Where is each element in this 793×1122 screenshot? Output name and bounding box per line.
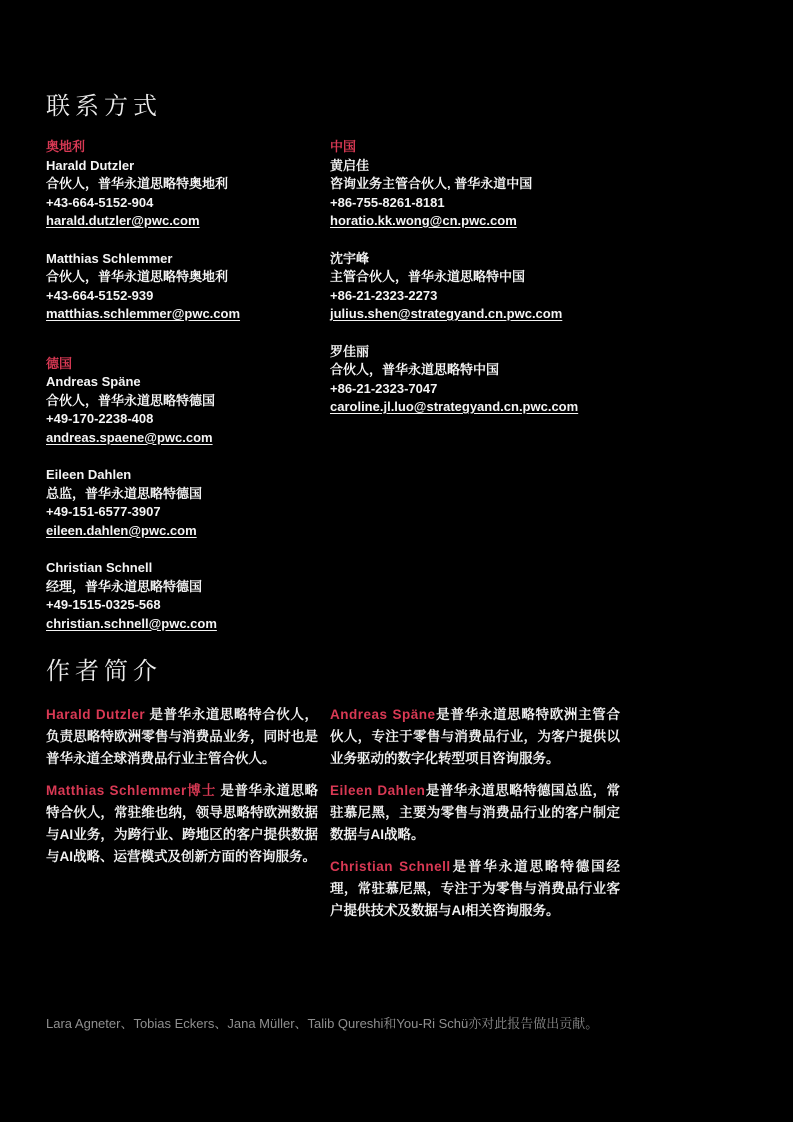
author-bio-christian-schnell [330,856,620,922]
country-header-china: 中国 [330,139,357,154]
contact-phone: +49-170-2238-408 [46,411,154,426]
author-bio-eileen-dahlen [330,780,620,846]
contact-name: Andreas Späne [46,374,141,389]
contact-role: 合伙人，普华永道思略特中国 [330,362,500,377]
author-name: Christian Schnell [330,859,451,874]
contact-phone: +49-1515-0325-568 [46,597,161,612]
contact-role: 咨询业务主管合伙人, 普华永道中国 [330,176,533,191]
contacts-column-right [330,138,790,417]
author-bio-text: 是普华永道思略特合伙人，常驻维也纳，领导思略特欧洲数据与AI业务，为跨行业、跨地区的客户提供数据与AI战略、运营模式及创新方面的咨询服务。 [46,783,318,864]
contact-card-huang-qijia [330,157,790,231]
contact-name: 沈宇峰 [330,250,370,266]
contact-phone: +86-755-8261-8181 [330,194,445,210]
country-group-austria [46,138,330,324]
contact-role: 经理，普华永道思略特德国 [46,578,203,594]
country-group-china [330,138,790,417]
contact-card-andreas-spaene [46,373,330,447]
country-header-germany: 德国 [46,355,73,371]
country-header-austria: 奥地利 [46,139,86,154]
contact-email-link[interactable]: andreas.spaene@pwc.com [46,429,213,445]
author-bio-andreas-spaene [330,704,620,770]
contact-name: Harald Dutzler [46,157,135,173]
contact-card-matthias-schlemmer [46,250,330,324]
contact-email-link[interactable]: caroline.jl.luo@strategyand.cn.pwc.com [330,399,579,414]
contact-card-luo-jiali [330,343,790,417]
author-bio-matthias-schlemmer [46,780,318,868]
contact-phone: +43-664-5152-904 [46,194,154,210]
contact-name: Matthias Schlemmer [46,250,173,266]
author-bio-text: 是普华永道思略特欧洲主管合伙人，专注于零售与消费品行业，为客户提供以业务驱动的数字化转型项目咨询服务。 [330,707,620,766]
contact-email-link[interactable]: harald.dutzler@pwc.com [46,213,200,228]
contact-role: 合伙人，普华永道思略特德国 [46,392,216,408]
contact-name: Eileen Dahlen [46,467,132,482]
acknowledgment-note: Lara Agneter、Tobias Eckers、Jana Müller、Talib Qureshi和You-Ri Schü亦对此报告做出贡献。 [46,1016,599,1031]
author-bio-harald-dutzler [46,704,318,770]
contact-email-link[interactable]: julius.shen@strategyand.cn.pwc.com [330,306,563,321]
contact-email-link[interactable]: matthias.schlemmer@pwc.com [46,306,241,321]
contact-role: 主管合伙人，普华永道思略特中国 [330,269,526,284]
contact-name: Christian Schnell [46,560,153,575]
contact-name: 罗佳丽 [330,343,370,359]
bios-column-right [330,704,620,932]
author-bio-text: 是普华永道思略特合伙人，负责思略特欧洲零售与消费品业务，同时也是普华永道全球消费品行业主管合伙人。 [46,707,318,766]
contact-email-link[interactable]: horatio.kk.wong@cn.pwc.com [330,213,517,228]
contact-phone: +86-21-2323-2273 [330,287,438,303]
author-bio-text: 是普华永道思略特德国总监，常驻慕尼黑，主要为零售与消费品行业的客户制定数据与AI战略。 [330,783,621,842]
contact-role: 总监，普华永道思略特德国 [46,485,203,501]
contact-email-link[interactable]: eileen.dahlen@pwc.com [46,522,197,538]
authors-section-title: 作者简介 [46,657,162,685]
contacts-section-title: 联系方式 [46,92,162,120]
contacts-column-left [46,138,330,633]
contact-phone: +49-151-6577-3907 [46,504,161,519]
contact-card-shen-yufeng [330,250,790,324]
author-name: Andreas Späne [330,707,436,722]
bios-column-left [46,704,318,878]
contact-phone: +43-664-5152-939 [46,287,154,303]
contact-name: 黄启佳 [330,157,370,173]
country-group-germany [46,355,330,634]
author-name: Matthias Schlemmer博士 [46,783,217,798]
contact-card-harald-dutzler [46,157,330,231]
author-name: Harald Dutzler [46,707,146,722]
contact-card-christian-schnell [46,559,330,633]
author-bio-text: 是普华永道思略特德国经理，常驻慕尼黑，专注于为零售与消费品行业客户提供技术及数据与AI相关咨询服务。 [330,859,620,918]
contact-phone: +86-21-2323-7047 [330,380,438,396]
contact-email-link[interactable]: christian.schnell@pwc.com [46,615,217,631]
contact-role: 合伙人，普华永道思略特奥地利 [46,269,229,284]
contact-role: 合伙人，普华永道思略特奥地利 [46,176,229,191]
contact-card-eileen-dahlen [46,466,330,540]
author-name: Eileen Dahlen [330,783,426,798]
